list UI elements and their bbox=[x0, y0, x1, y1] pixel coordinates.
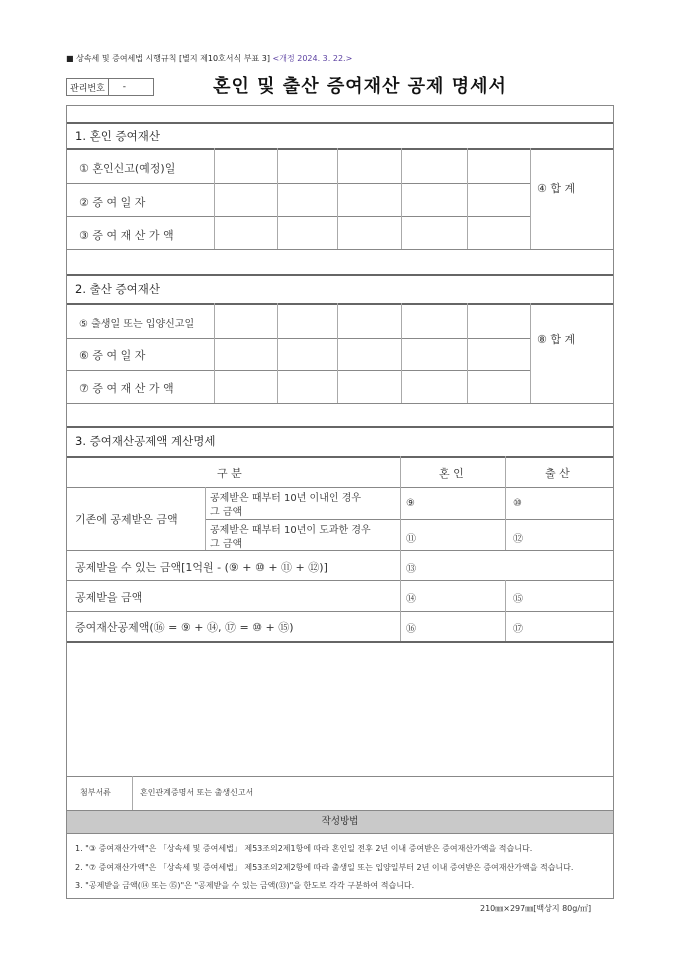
section2-heading: 2. 출산 증여재산 bbox=[75, 282, 160, 296]
instruction-note-1: 1. "③ 증여재산가액"은 「상속세 및 증여세법」 제53조의2제1항에 따라 혼인일 전후 2년 이내 증여받은 증여재산가액을 적습니다. bbox=[75, 844, 533, 853]
marker-16: ⑯ bbox=[406, 624, 416, 635]
form-header bbox=[66, 53, 352, 64]
management-number-label: 관리번호 bbox=[67, 79, 109, 95]
instruction-note-2: 2. "⑦ 증여재산가액"은 「상속세 및 증여세법」 제53조의2제2항에 따라 출생일 또는 입양일부터 2년 이내 증여받은 증여재산가액을 적습니다. bbox=[75, 863, 574, 872]
amount-to-deduct-label: 공제받을 금액 bbox=[75, 591, 143, 604]
birth-date-label: ⑤ 출생일 또는 입양신고일 bbox=[79, 319, 195, 330]
marker-11: ⑪ bbox=[406, 534, 416, 545]
marriage-gift-date-label: ② 증 여 일 자 bbox=[79, 196, 146, 209]
page-title: 혼인 및 출산 증여재산 공제 명세서 bbox=[213, 76, 507, 97]
management-number-value[interactable]: - bbox=[122, 82, 127, 92]
marker-17: ⑰ bbox=[513, 624, 523, 635]
prior-deduction-label: 기존에 공제받은 금액 bbox=[75, 513, 178, 526]
management-number-box bbox=[66, 78, 154, 96]
col-header-birth: 출 산 bbox=[545, 467, 570, 480]
marriage-report-date-label: ① 혼인신고(예정)일 bbox=[79, 162, 176, 175]
col-header-marriage: 혼 인 bbox=[439, 467, 464, 480]
marker-14: ⑭ bbox=[406, 594, 416, 605]
attachments-label: 첨부서류 bbox=[80, 788, 111, 797]
section3-heading: 3. 증여재산공제액 계산명세 bbox=[75, 434, 216, 448]
within-10y-line2: 그 금액 bbox=[210, 507, 243, 518]
over-10y-line1: 공제받은 때부터 10년이 도과한 경우 bbox=[210, 525, 371, 536]
revision-date: <개정 2024. 3. 22.> bbox=[272, 54, 353, 63]
instructions-title: 작성방법 bbox=[67, 810, 613, 834]
marker-15: ⑮ bbox=[513, 594, 523, 605]
form-body bbox=[66, 105, 614, 899]
within-10y-line1: 공제받은 때부터 10년 이내인 경우 bbox=[210, 493, 362, 504]
marker-13: ⑬ bbox=[406, 564, 416, 575]
birth-gift-value-label: ⑦ 증 여 재 산 가 액 bbox=[79, 382, 174, 395]
col-header-category: 구 분 bbox=[217, 467, 242, 480]
attachments-value: 혼인관계증명서 또는 출생신고서 bbox=[140, 788, 254, 797]
birth-gift-date-label: ⑥ 증 여 일 자 bbox=[79, 349, 146, 362]
marriage-gift-value-label: ③ 증 여 재 산 가 액 bbox=[79, 229, 174, 242]
marker-10: ⑩ bbox=[513, 498, 522, 509]
marker-12: ⑫ bbox=[513, 534, 523, 545]
final-deduction-label: 증여재산공제액(⑯ = ⑨ + ⑭, ⑰ = ⑩ + ⑮) bbox=[75, 621, 294, 634]
regulation-reference: ■ 상속세 및 증여세법 시행규칙 [별지 제10호서식 부표 3] bbox=[66, 54, 270, 63]
marker-9: ⑨ bbox=[406, 498, 415, 509]
instruction-note-3: 3. "공제받을 금액(⑭ 또는 ⑮)"은 "공제받을 수 있는 금액(⑬)"을 한도로 각각 구분하여 적습니다. bbox=[75, 881, 415, 890]
deductible-amount-label: 공제받을 수 있는 금액[1억원 - (⑨ + ⑩ + ⑪ + ⑫)] bbox=[75, 561, 328, 574]
marriage-total-label: ④ 합 계 bbox=[537, 182, 576, 195]
over-10y-line2: 그 금액 bbox=[210, 539, 243, 550]
section1-heading: 1. 혼인 증여재산 bbox=[75, 129, 160, 143]
birth-total-label: ⑧ 합 계 bbox=[537, 333, 576, 346]
paper-spec: 210㎜×297㎜[백상지 80g/㎡] bbox=[480, 904, 592, 913]
